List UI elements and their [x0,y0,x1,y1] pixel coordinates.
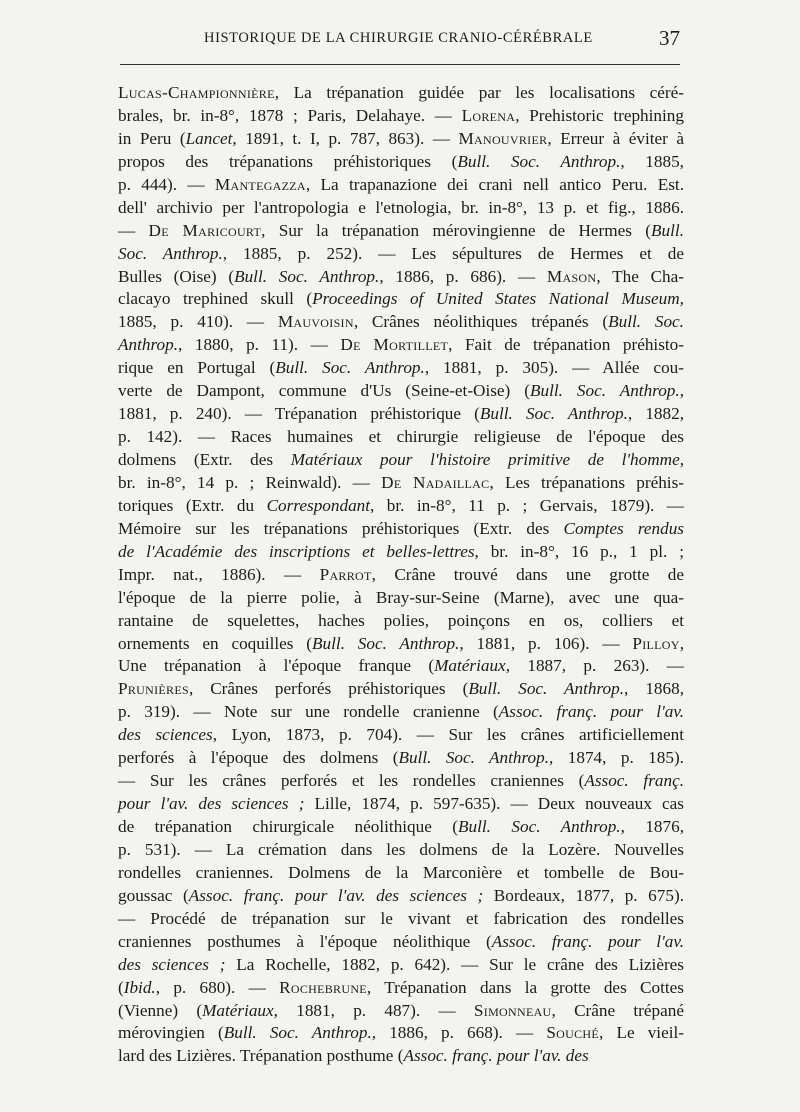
source-title: Matériaux pour l'histoire primitive de l'homme [290,450,680,469]
running-title: HISTORIQUE DE LA CHIRURGIE CRANIO-CÉRÉBRALE [204,30,593,46]
text-run: , Trépanation dans la grotte des Cottes [366,977,684,997]
text-run: lard des Lizières. Trépanation posthume ( [118,1046,404,1066]
text-line [118,770,684,793]
text-line [118,587,684,610]
header-rule [120,64,680,65]
text-run: (Vienne) ( [118,1000,203,1020]
source-title: Bull. Soc. Anthrop. [234,266,380,286]
source-title: Bull. Soc. Anthrop. [398,748,550,768]
text-run: La Rochelle, 1882, p. 642). — Sur le crâne des Lizières [225,954,684,974]
text-run: , Sur la trépanation mérovingienne de Hermes ( [261,220,652,240]
text-line [118,678,684,701]
source-title: Bull. Soc. Anthrop. [530,381,680,401]
text-run: rondelles craniennes. Dolmens de la Marconière et tombelle de Bou- [118,862,684,882]
source-title: Bull. Soc. Anthrop. [275,358,425,378]
text-run: p. 444). — [118,174,215,194]
text-line [118,793,684,816]
source-title: de l'Académie des inscriptions et belles-lettres [118,541,475,561]
author-name: Mauvoisin [277,312,354,332]
text-run: , 1881, p. 106). — [459,633,633,653]
text-run: brales, br. in-8°, 1878 ; Paris, Delahaye. — [118,105,462,125]
source-title: Correspondant [266,495,371,515]
source-title: Anthrop. [118,335,178,355]
text-run: craniennes posthumes à l'époque néolithique ( [118,931,492,951]
text-run: ( [118,977,124,997]
text-run: propos des trépanations préhistoriques ( [118,151,458,171]
text-line [118,380,684,403]
author-name: De Maricourt [148,220,262,240]
text-run: , Crânes néolithiques trépanés ( [353,312,609,332]
source-title: Bull. Soc. Anthrop. [223,1023,372,1043]
text-run: — Sur les crânes perforés et les rondelles craniennes ( [118,771,585,791]
author-name: Mason [546,266,597,286]
text-line [118,357,684,380]
text-line [118,862,684,885]
text-run: , 1885, p. 252). — Les sépultures de Hermes et de [222,243,684,263]
text-run: mérovingien ( [118,1023,224,1043]
source-title: Assoc. franç. pour l'av. [498,702,684,722]
text-line [118,655,684,678]
source-title: Comptes rendus [563,518,684,538]
text-run: , Le vieil- [599,1023,684,1043]
text-run: , [679,633,684,653]
text-run: ornements en coquilles ( [118,633,313,653]
text-line [118,977,684,1000]
running-head [120,26,680,56]
text-run: toriques (Extr. du [118,495,267,515]
text-run: , 1880, p. 11). — [178,335,341,355]
source-title: Assoc. franç. [584,771,684,791]
text-run: , p. 680). — [155,977,280,997]
text-run: , Fait de trépanation préhisto- [448,335,684,355]
text-line [118,128,684,151]
text-run: rique en Portugal ( [118,358,276,378]
text-line [118,908,684,931]
text-run: , [679,450,684,469]
text-run: Mémoire sur les trépanations préhistoriques (Extr. des [118,518,564,538]
source-title: Matériaux [202,1000,274,1020]
text-run: , br. in-8°, 16 p., 1 pl. ; [474,541,684,561]
source-title: Bull. [651,220,684,240]
source-title: Bull. Soc. [608,312,684,332]
source-title: des sciences [118,725,213,745]
text-run: perforés à l'époque des dolmens ( [118,748,399,768]
text-run: dolmens (Extr. des [118,450,291,469]
author-name: Parrot [319,564,372,584]
source-title: Ibid. [123,977,156,997]
text-run: verte de Dampont, commune d'Us (Seine-et-Oise) ( [118,381,530,401]
text-line [118,747,684,770]
source-title: Bull. Soc. Anthrop. [479,404,628,424]
text-run: , Prehistoric trephining [515,105,684,125]
text-run: , 1887, p. 263). — [505,656,684,676]
text-run: Une trépanation à l'époque franque ( [118,656,435,676]
text-run: , Lyon, 1873, p. 704). — Sur les crânes artificiellement [212,725,684,745]
text-run: , 1874, p. 185). [549,748,684,768]
text-run: br. in-8°, 14 p. ; Reinwald). — [118,472,382,492]
text-run: , 1886, p. 668). — [371,1023,547,1043]
source-title: Bull. Soc. Anthrop. [468,679,625,699]
text-line [118,243,684,266]
text-line [118,633,684,656]
text-line [118,403,684,426]
text-run: in Peru ( [118,128,186,148]
text-line [118,449,684,472]
text-run: , 1886, p. 686). — [379,266,547,286]
text-line [118,839,684,862]
text-line [118,1022,684,1045]
text-line [118,518,684,541]
text-run: l'époque de la pierre polie, à Bray-sur-Seine (Marne), avec une qua- [118,587,684,607]
source-title: pour l'av. des sciences ; [118,794,305,814]
text-run: , 1891, t. I, p. 787, 863). — [232,128,459,148]
text-run: , 1881, p. 305). — Allée cou- [424,358,684,378]
source-title: Assoc. franç. pour l'av. [491,931,684,951]
text-line [118,105,684,128]
author-name: De Nadaillac [381,472,490,492]
text-run: , 1881, p. 487). — [273,1000,474,1020]
text-run: Impr. nat., 1886). — [118,564,320,584]
text-run: p. 531). — La crémation dans les dolmens de la Lozère. Nouvelles [118,839,684,859]
author-name: Manouvrier [458,128,548,148]
text-run: , Les trépanations préhis- [489,472,684,492]
author-name: Prunières [118,679,189,699]
text-line [118,311,684,334]
text-run: de trépanation chirurgicale néolithique ( [118,817,459,836]
text-line [118,541,684,564]
author-name: Pilloy [632,633,680,653]
text-line [118,288,684,311]
author-name: Simonneau [473,1000,552,1020]
text-run: 1881, p. 240). — Trépanation préhistorique ( [118,404,480,424]
text-run: p. 142). — Races humaines et chirurgie religieuse de l'époque des [118,427,684,447]
text-run: Lille, 1874, p. 597-635). — Deux nouveaux cas [304,794,684,814]
source-title: Lancet [185,128,233,148]
text-run: , Crâne trépané [551,1000,684,1020]
page-number: 37 [659,26,680,50]
text-line [118,816,684,839]
author-name: Souché [546,1023,600,1043]
source-title: des sciences ; [118,954,226,974]
text-run: — [118,220,149,240]
text-line [118,724,684,747]
text-line [118,931,684,954]
text-run: 1885, p. 410). — [118,312,278,332]
source-title: Bull. Soc. Anthrop. [312,633,460,653]
text-line [118,495,684,518]
text-run: Bulles (Oise) ( [118,266,235,286]
text-run: , 1868, [624,679,684,699]
text-run: p. 319). — Note sur une rondelle cranienne ( [118,702,499,722]
text-line [118,1045,684,1068]
text-run: , 1882, [627,404,684,424]
text-line [118,82,684,105]
source-title: Assoc. franç. pour l'av. des sciences ; [188,885,484,905]
text-run: , [679,381,684,401]
text-line [118,151,684,174]
text-line [118,1000,684,1023]
author-name: De Mortillet [340,335,449,355]
text-run: — Procédé de trépanation sur le vivant et fabrication des rondelles [118,908,684,928]
source-title: Bull. Soc. Anthrop. [457,151,621,171]
text-line [118,334,684,357]
source-title: Matériaux [434,656,506,676]
text-line [118,426,684,449]
text-run: , 1876, [620,817,684,836]
text-line [118,885,684,908]
text-run: , La trapanazione dei crani nell antico Peru. Est. [305,174,684,194]
text-run: , br. in-8°, 11 p. ; Gervais, 1879). — [370,495,684,515]
source-title: Assoc. franç. pour l'av. des [403,1046,589,1066]
text-line [118,701,684,724]
text-run: , The Cha- [596,266,684,286]
text-run: goussac ( [118,885,189,905]
text-line [118,174,684,197]
author-name: Mantegazza [214,174,306,194]
text-line [118,220,684,243]
text-line [118,610,684,633]
text-run: , La trépanation guidée par les localisations céré- [274,83,684,102]
text-line [118,954,684,977]
text-line [118,472,684,495]
text-line [118,197,684,220]
text-run: clacayo trephined skull ( [118,289,313,309]
text-run: , Crânes perforés préhistoriques ( [188,679,469,699]
text-run: rantaine de squelettes, haches polies, poinçons en os, colliers et [118,610,684,630]
text-run: dell' archivio per l'antropologia e l'etnologia, br. in-8°, 13 p. et fig., 1886. [118,197,684,217]
text-run: , Crâne trouvé dans une grotte de [371,564,684,584]
author-name: Lorena [461,105,516,125]
text-line [118,564,684,587]
author-name: Rochebrune [279,977,367,997]
text-run: Bordeaux, 1877, p. 675). [483,885,684,905]
text-line [118,266,684,289]
text-run: , 1885, [620,151,684,171]
author-name: Lucas-Championnière [118,83,275,102]
text-run: , Erreur à éviter à [547,128,684,148]
source-title: Bull. Soc. Anthrop. [458,817,621,836]
bibliography-text [118,82,684,1068]
source-title: Soc. Anthrop. [118,243,223,263]
source-title: Proceedings of United States National Museum, [312,289,684,309]
